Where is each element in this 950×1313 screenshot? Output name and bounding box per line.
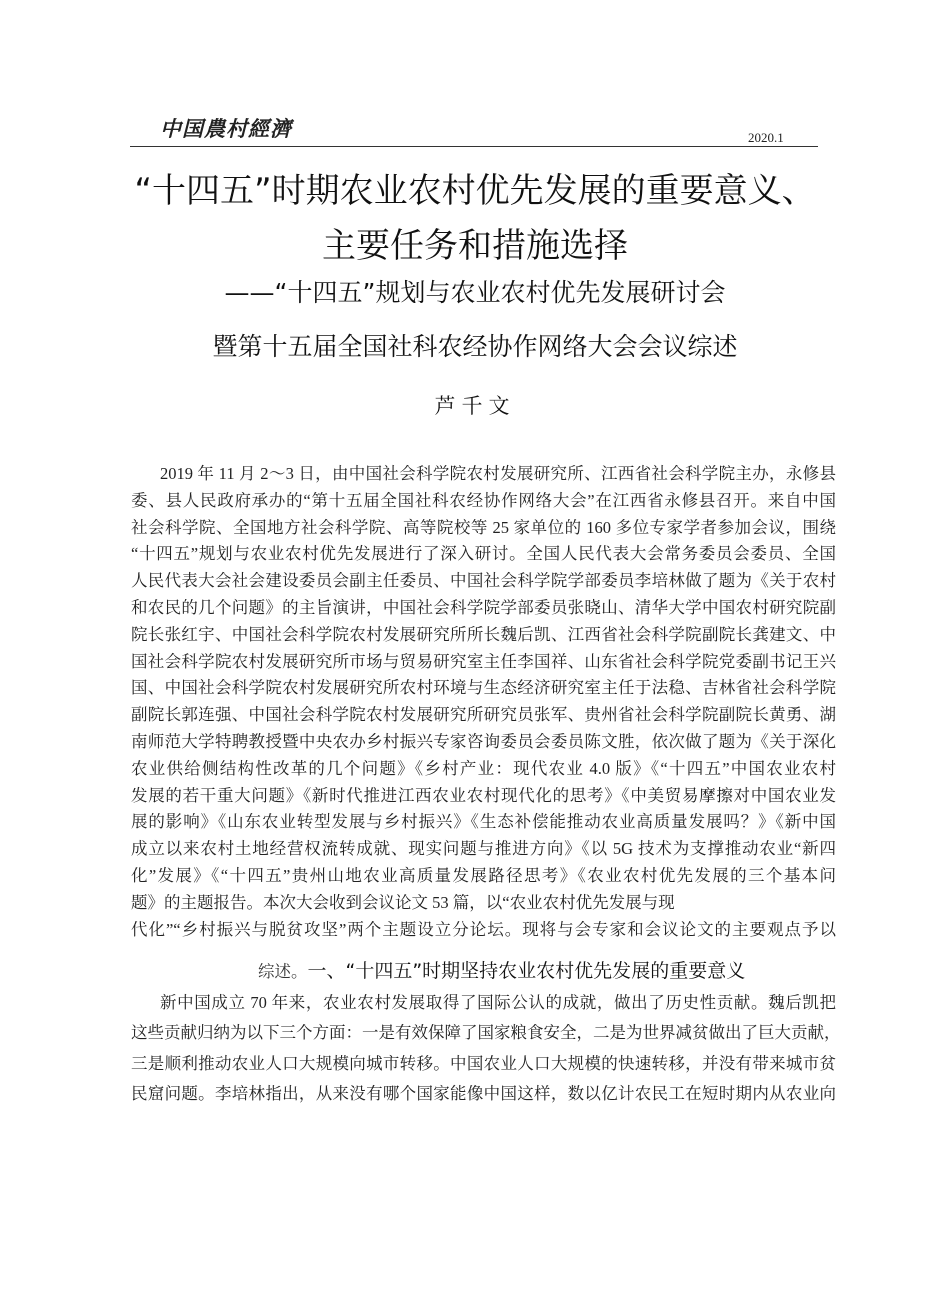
- text-line: 院长张红宇、中国社会科学院农村发展研究所所长魏后凯、江西省社会科学院副院长龚建文、中: [131, 624, 836, 644]
- text-line: “十四五”规划与农业农村优先发展进行了深入研讨。全国人民代表大会常务委员会委员、全国: [131, 544, 836, 564]
- text-line: 题》的主题报告。本次大会收到会议论文 53 篇，以“农业农村优先发展与现: [131, 892, 675, 912]
- text-line: 展的影响》《山东农业转型发展与乡村振兴》《生态补偿能推动农业高质量发展吗？》《新中国: [131, 812, 836, 832]
- article-subtitle-line2: 暨第十五届全国社科农经协作网络大会会议综述: [212, 332, 738, 361]
- author: 芦千文: [434, 394, 516, 418]
- text-line: 委、县人民政府承办的“第十五届全国社科农经协作网络大会”在江西省永修县召开。来自中国: [131, 490, 836, 510]
- text-line: 这些贡献归纳为以下三个方面：一是有效保障了国家粮食安全，二是为世界减贫做出了巨大贡献，: [131, 1023, 841, 1043]
- text-line: 三是顺利推动农业人口大规模向城市转移。中国农业人口大规模的快速转移，并没有带来城市贫: [131, 1053, 836, 1073]
- header-divider: [130, 146, 818, 147]
- text-line: 国社会科学院农村发展研究所市场与贸易研究室主任李国祥、山东省社会科学院党委副书记王兴: [131, 651, 836, 671]
- paragraph-section1: [131, 988, 841, 1109]
- text-line: 发展的若干重大问题》《新时代推进江西农业农村现代化的思考》《中美贸易摩擦对中国农业发: [131, 785, 836, 805]
- text-line: 副院长郭连强、中国社会科学院农村发展研究所研究员张军、贵州省社会科学院副院长黄勇、湖: [131, 705, 836, 725]
- article-title-line1: “十四五”时期农业农村优先发展的重要意义、: [134, 171, 816, 211]
- article-subtitle-line1: ——“十四五”规划与农业农村优先发展研讨会: [224, 278, 726, 307]
- text-line: 化”发展》《“十四五”贵州山地农业高质量发展路径思考》《农业农村优先发展的三个基本问: [131, 865, 836, 885]
- text-line: 社会科学院、全国地方社会科学院、高等院校等 25 家单位的 160 多位专家学者参加会议，围绕: [131, 517, 836, 537]
- section-heading-row: [258, 956, 745, 983]
- text-line: 和农民的几个问题》的主旨演讲，中国社会科学院学部委员张晓山、清华大学中国农村研究院副: [131, 597, 836, 617]
- text-line: 成立以来农村土地经营权流转成就、现实问题与推进方向》《以 5G 技术为支撑推动农业“新四: [131, 839, 836, 859]
- text-line: 人民代表大会社会建设委员会副主任委员、中国社会科学院学部委员李培林做了题为《关于农村: [131, 571, 836, 591]
- paragraph-tail: 综述。: [258, 962, 308, 981]
- text-line: 南师范大学特聘教授暨中央农办乡村振兴专家咨询委员会委员陈文胜，依次做了题为《关于深化: [131, 731, 836, 751]
- paragraph-intro: [131, 461, 836, 943]
- text-line: 农业供给侧结构性改革的几个问题》《乡村产业：现代农业 4.0 版》《“十四五”中国农业农村: [131, 758, 836, 778]
- text-line: 国、中国社会科学院农村发展研究所农村环境与生态经济研究室主任于法稳、吉林省社会科学院: [131, 678, 836, 698]
- section-heading: 一、“十四五”时期坚持农业农村优先发展的重要意义: [307, 960, 746, 982]
- text-line: 2019 年 11 月 2～3 日，由中国社会科学院农村发展研究所、江西省社会科学院主办，永修县: [160, 464, 836, 483]
- issue-number: 2020.1: [748, 130, 784, 145]
- journal-logo: 中国農村經濟: [160, 116, 292, 141]
- text-line: 代化”“乡村振兴与脱贫攻坚”两个主题设立分论坛。现将与会专家和会议论文的主要观点予以: [131, 919, 836, 939]
- text-line: 新中国成立 70 年来，农业农村发展取得了国际公认的成就，做出了历史性贡献。魏后凯把: [160, 993, 836, 1012]
- article-title-line2: 主要任务和措施选择: [322, 226, 628, 266]
- text-line: 民窟问题。李培林指出，从来没有哪个国家能像中国这样，数以亿计农民工在短时期内从农业向: [131, 1083, 836, 1103]
